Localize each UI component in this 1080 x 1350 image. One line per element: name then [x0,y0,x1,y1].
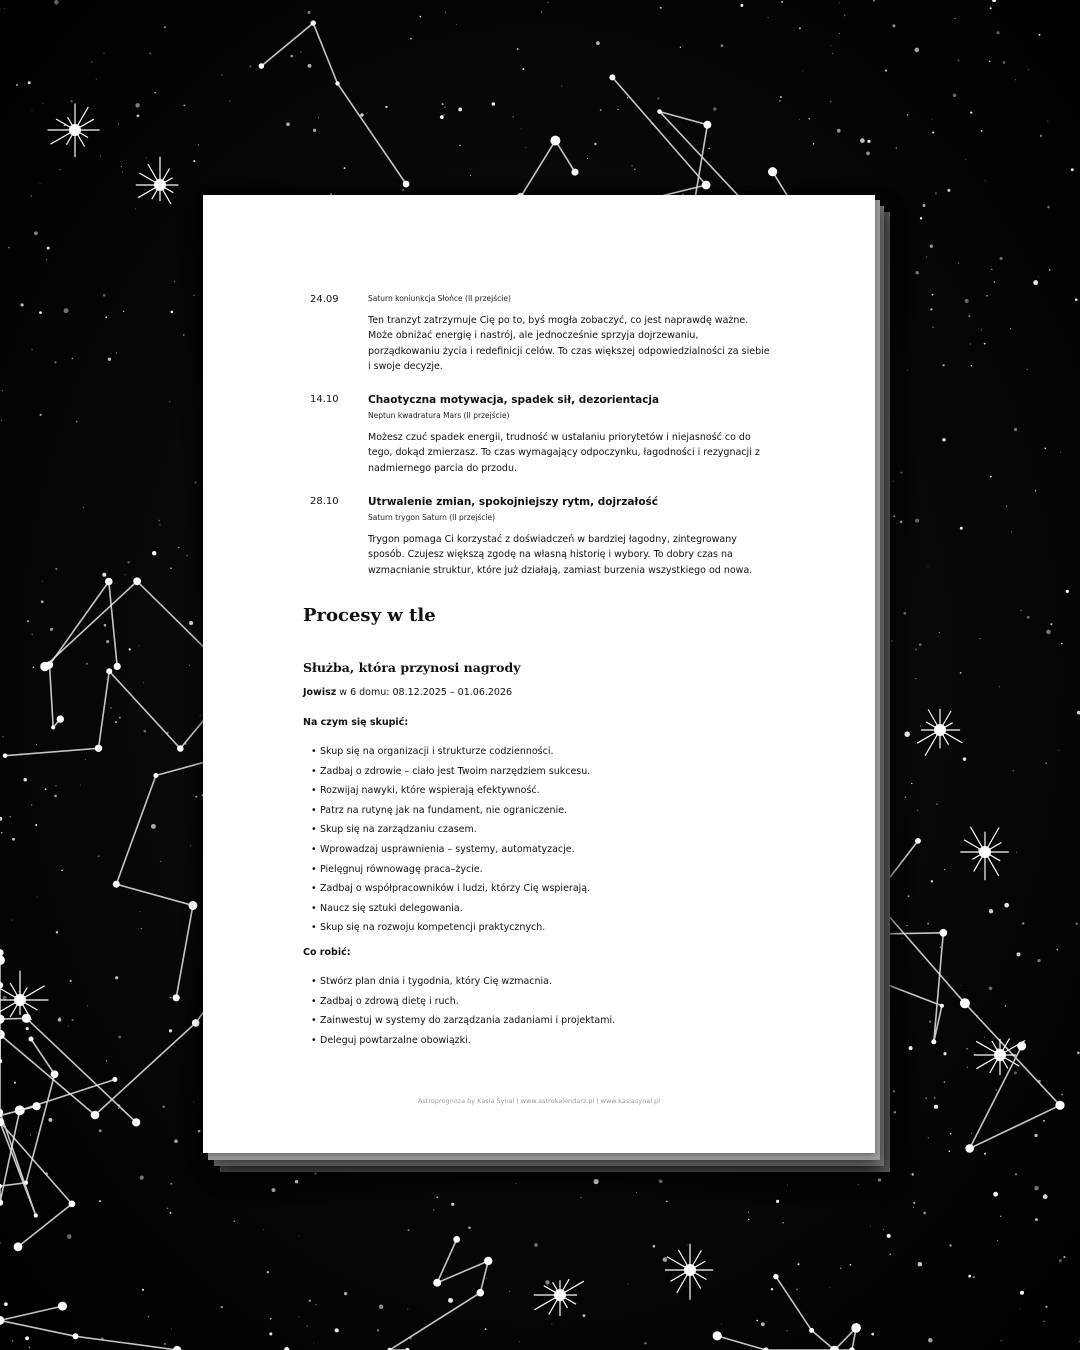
page-footer: Astroprognoza by Kasia Synal | www.astrokalendarz.pl | www.kasiasynal.pl [417,1097,661,1105]
bullet-marker: • [311,902,317,914]
entry-text: Możesz czuć spadek energii, trudność w ustalaniu priorytetów i niejasność co do tego, dokąd zmierzasz. To czas wymagający odpoczynku, łagodności i rezygnacji z nadmiernego parcia do przodu. [368,432,760,474]
entry-date: 24.09 [310,294,339,305]
entry-title: Chaotyczna motywacja, spadek sił, dezorientacja [368,394,660,406]
list-item-text: Stwórz plan dnia i tygodnia, który Cię wzmacnia. [320,976,552,987]
list-item [311,1031,615,1051]
bullet-marker: • [311,1015,317,1027]
section-title: Procesy w tle [303,605,436,626]
transit-period [303,687,512,698]
list-item-text: Zadbaj o zdrową dietę i ruch. [320,995,459,1007]
planet-name: Jowisz [303,687,337,698]
entry-title: Utrwalenie zmian, spokojniejszy rytm, dojrzałość [368,496,659,508]
bullet-marker: • [311,995,317,1007]
list-item-text: Deleguj powtarzalne obowiązki. [320,1034,471,1046]
todo-heading: Co robić: [303,947,351,958]
list-item [311,918,590,938]
list-item-text: Naucz się sztuki delegowania. [320,902,463,914]
list-item [311,801,590,821]
list-item [311,762,590,782]
focus-heading: Na czym się skupić: [303,717,409,728]
list-item [311,742,590,762]
bullet-marker: • [311,922,317,934]
section-subtitle: Służba, która przynosi nagrody [303,660,521,675]
list-item [311,879,590,899]
bullet-marker: • [311,863,317,875]
entry-aspect: Saturn koniunkcja Słońce (II przejście) [368,294,511,303]
bullet-marker: • [311,843,317,855]
list-item [311,972,615,992]
bullet-marker: • [311,804,317,816]
list-item-text: Skup się na zarządzaniu czasem. [320,824,477,836]
list-item [311,840,590,860]
transit-period-text: w 6 domu: 08.12.2025 – 01.06.2026 [336,687,513,698]
list-item [311,1011,615,1031]
entry-body [368,294,773,374]
bullet-marker: • [311,824,317,836]
entry-body [368,496,773,578]
bullet-marker: • [311,883,317,895]
list-item-text: Zainwestuj w systemy do zarządzania zadaniami i projektami. [320,1015,616,1027]
bullet-marker: • [311,1034,317,1046]
list-item-text: Skup się na organizacji i strukturze codzienności. [320,746,554,757]
bullet-marker: • [311,976,317,987]
list-item-text: Wprowadzaj usprawnienia – systemy, automatyzacje. [320,843,575,855]
todo-list [311,972,615,1050]
entry-date: 28.10 [310,496,339,507]
entry-date: 14.10 [310,394,339,405]
bullet-marker: • [311,746,317,757]
entry-aspect: Neptun kwadratura Mars (II przejście) [368,411,510,420]
entry-aspect: Saturn trygon Saturn (II przejście) [368,513,496,522]
list-item [311,860,590,880]
list-item-text: Rozwijaj nawyki, które wspierają efektywność. [320,785,540,797]
bullet-marker: • [311,785,317,797]
entry-text: Ten tranzyt zatrzymuje Cię po to, byś mogła zobaczyć, co jest naprawdę ważne. Może obniżać energię i nastrój, ale jednocześnie sprzyja dojrzewaniu, porządkowaniu życia i redefinicji celów. To czas większej odpowiedzialności za siebie i swoje decyzje. [368,315,770,372]
focus-list [311,742,590,938]
list-item [311,781,590,801]
list-item-text: Patrz na rutynę jak na fundament, nie ograniczenie. [320,804,568,816]
document-page [203,195,875,1153]
entry-text: Trygon pomaga Ci korzystać z doświadczeń w bardziej łagodny, zintegrowany sposób. Czujesz większą zgodę na własną historię i wybory. To dobry czas na wzmacnianie struktur, które już działają, zamiast burzenia wszystkiego od nowa. [368,534,753,576]
list-item-text: Zadbaj o współpracowników i ludzi, którzy Cię wspierają. [320,883,591,895]
list-item-text: Skup się na rozwoju kompetencji praktycznych. [320,922,546,934]
entry-body [368,394,773,476]
list-item [311,820,590,840]
list-item-text: Pielęgnuj równowagę praca–życie. [320,863,483,875]
list-item-text: Zadbaj o zdrowie – ciało jest Twoim narzędziem sukcesu. [320,765,591,777]
list-item [311,899,590,919]
list-item [311,992,615,1012]
bullet-marker: • [311,765,317,777]
